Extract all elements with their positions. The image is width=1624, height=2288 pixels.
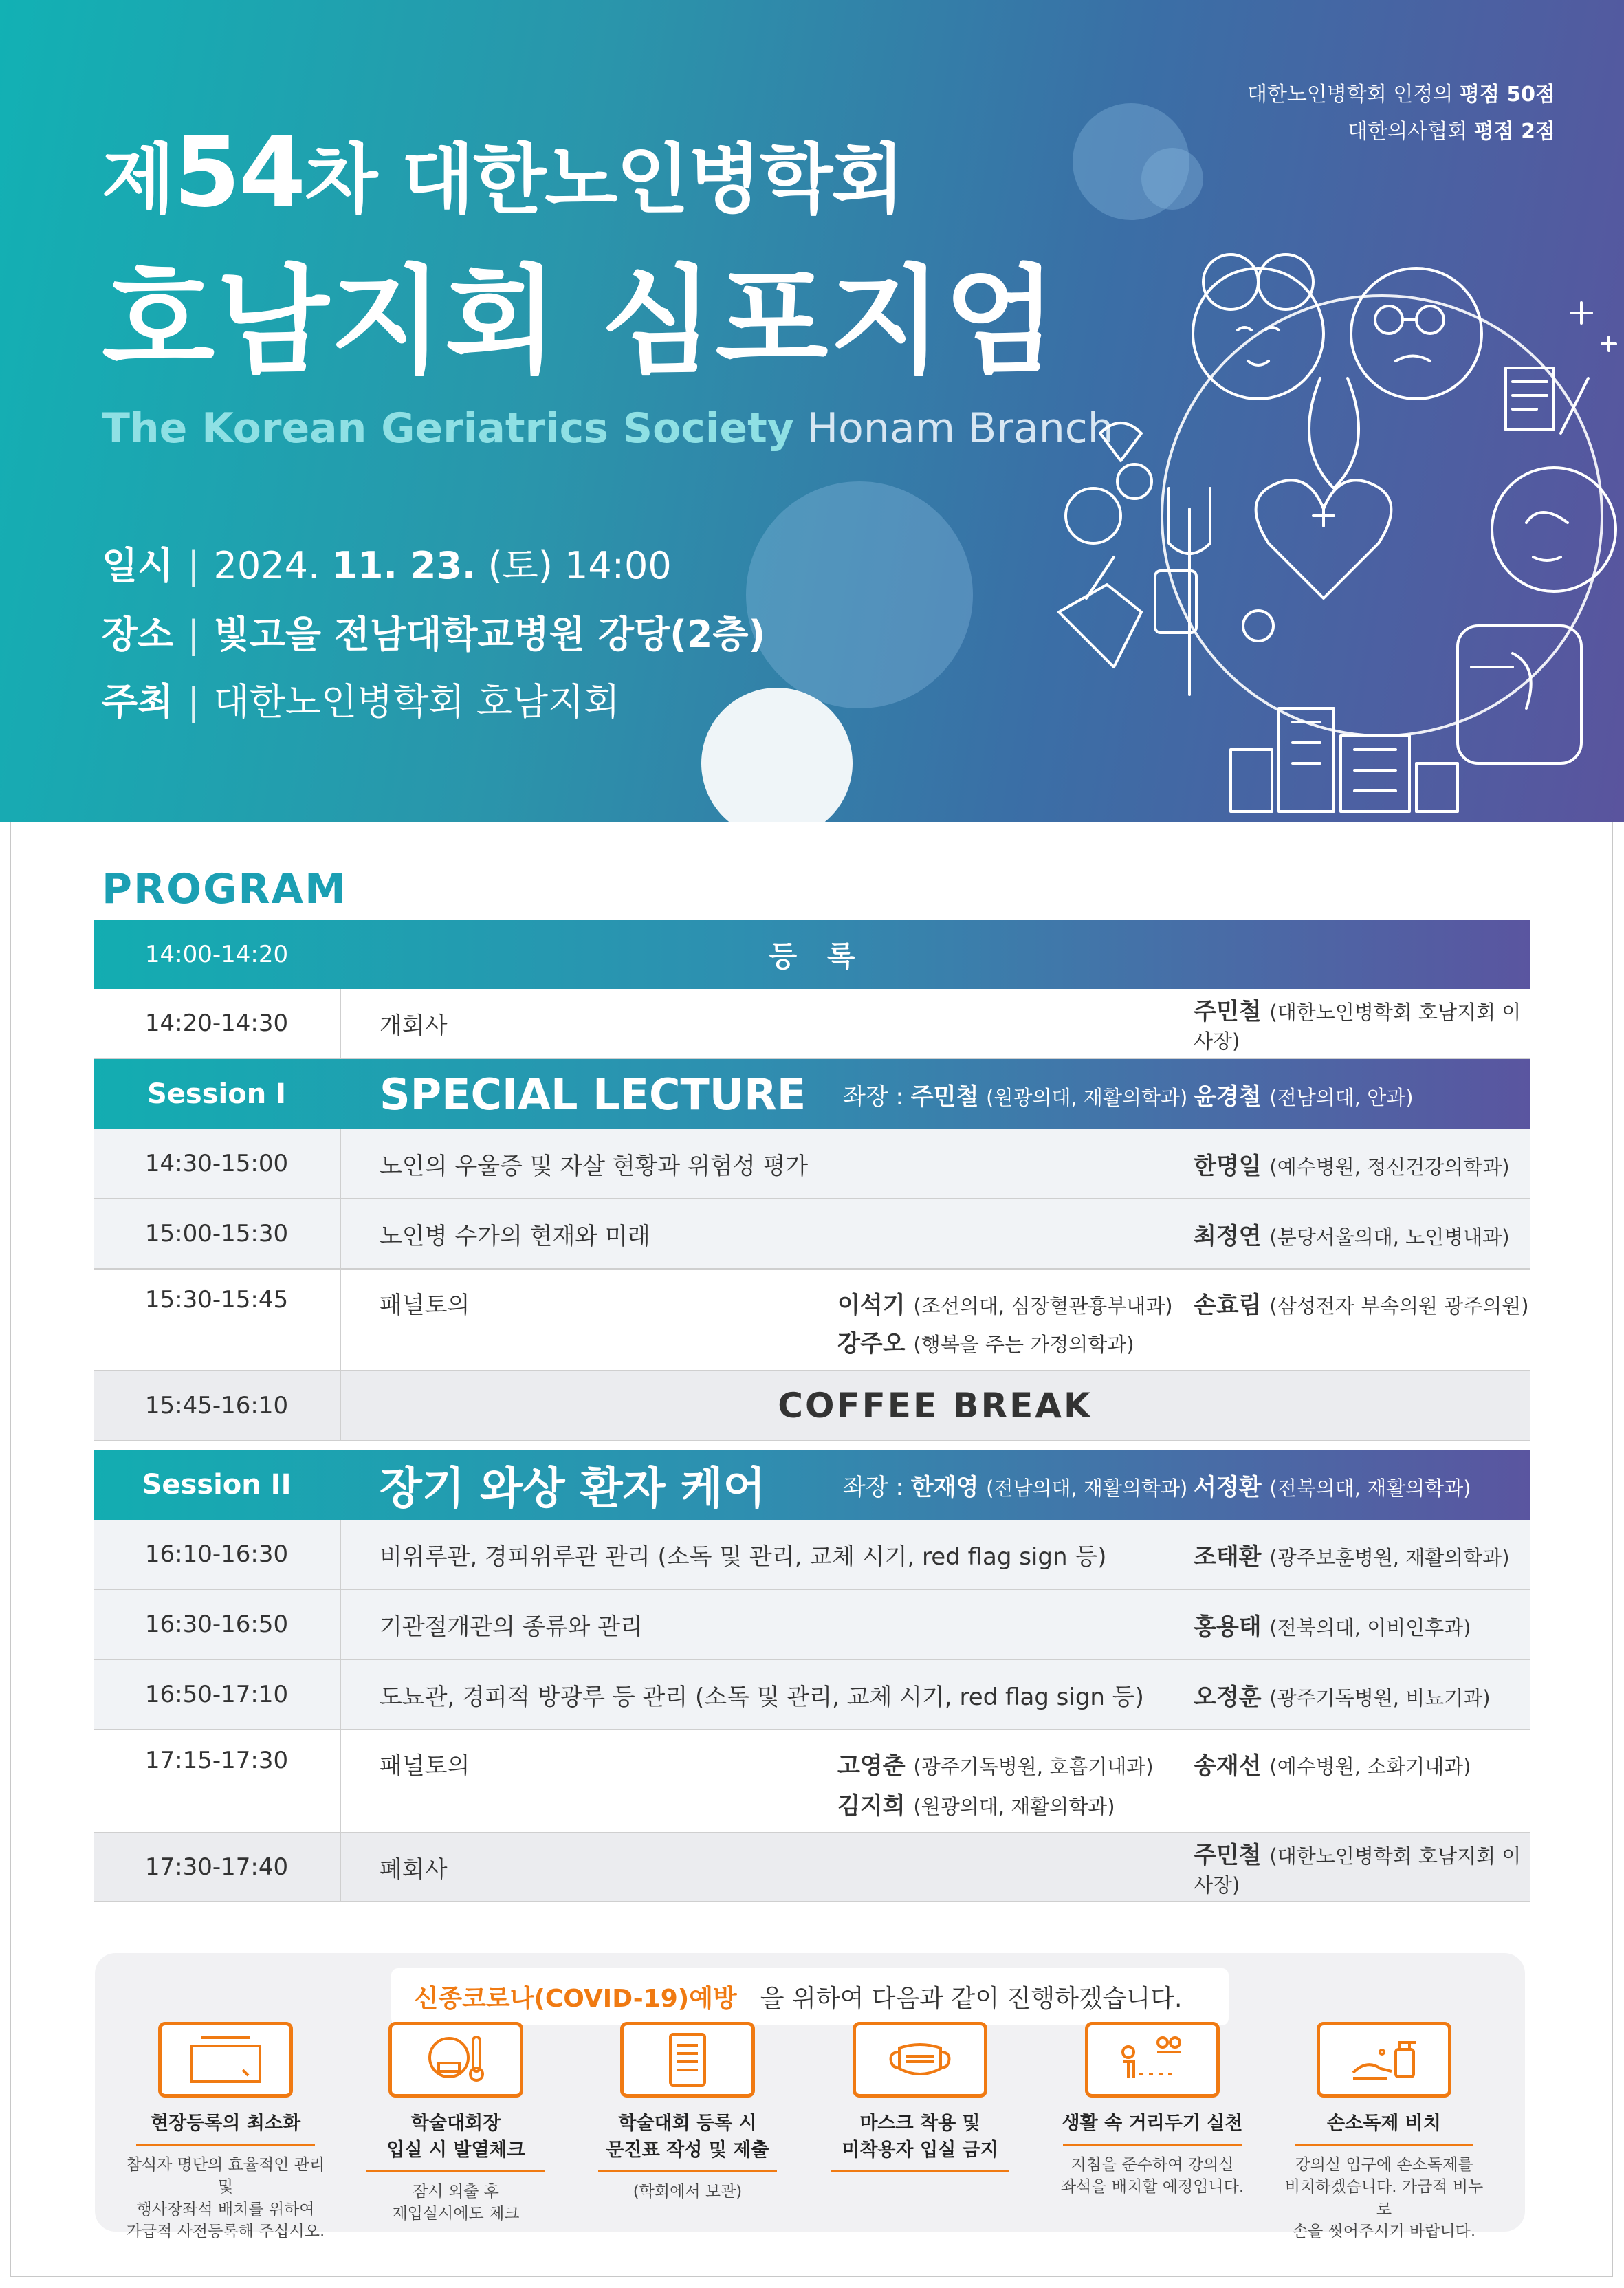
topic-cell: 도뇨관, 경피적 방광루 등 관리 (소독 및 관리, 교체 시기, red flag sign 등) — [380, 1683, 1144, 1711]
time-cell: 17:30-17:40 — [144, 1853, 289, 1881]
chat-heart-icon — [1100, 423, 1141, 461]
speaker-cell: 송재선 (예수병원, 소화기내과) — [1194, 1752, 1471, 1780]
covid-item-title: 생활 속 거리두기 실천 — [1062, 2113, 1243, 2134]
covid-item-desc: 강의실 입구에 손소독제를 비치하겠습니다. 가급적 비누로 손을 씻어주시기 바랍니다. — [1284, 2156, 1484, 2241]
grandpa-face-icon — [1351, 268, 1482, 399]
heart-icon — [1256, 480, 1392, 598]
time-cell: 16:10-16:30 — [144, 1540, 289, 1568]
speaker-cell: 손효림 (삼성전자 부속의원 광주의원) — [1194, 1292, 1529, 1319]
decor-blob — [1141, 148, 1203, 210]
time-cell: 16:50-17:10 — [144, 1681, 289, 1708]
place-info: 장소 | 빛고을 전남대학교병원 강당(2층) — [102, 613, 766, 656]
covid-item — [1281, 2022, 1487, 2243]
mask-icon — [853, 2022, 987, 2098]
table-row — [94, 1730, 1530, 1833]
covid-item — [1049, 2022, 1255, 2199]
covid-item-title: 학술대회 등록 시 문진표 작성 및 제출 — [606, 2113, 769, 2161]
chair2-cell: 윤경철 (전남의대, 안과) — [1194, 1082, 1414, 1111]
divider — [340, 1730, 341, 1832]
speaker-cell: 조태환 (광주보훈병원, 재활의학과) — [1194, 1543, 1510, 1571]
speaker-cell: 홍용태 (전북의대, 이비인후과) — [1194, 1613, 1471, 1641]
topic-cell: 패널토의 — [380, 1292, 470, 1319]
credit-line-2: 대한의사협회 평점 2점 — [1348, 120, 1555, 144]
divider — [340, 1270, 341, 1370]
time-cell: 14:00-14:20 — [144, 941, 289, 968]
distance-icon — [1085, 2022, 1220, 2098]
table-row — [94, 1199, 1530, 1270]
table-row — [94, 1660, 1530, 1730]
topic-cell: 개회사 — [380, 1012, 448, 1040]
covid-item — [122, 2022, 329, 2243]
event-title-main: 호남지회 심포지엄 — [102, 254, 1058, 390]
header-banner — [0, 0, 1624, 822]
time-cell: 14:30-15:00 — [144, 1150, 289, 1177]
hand-sanitizer-icon — [1317, 2022, 1451, 2098]
program-title: PROGRAM — [102, 865, 347, 913]
divider — [340, 1590, 341, 1659]
panelist-cell: 고영춘 (광주기독병원, 호흡기내과) — [837, 1752, 1154, 1780]
covid-item-title: 손소독제 비치 — [1327, 2113, 1441, 2134]
table-row — [94, 920, 1530, 989]
covid-item-desc: 잠시 외출 후 재입실시에도 체크 — [392, 2183, 520, 2223]
covid-item-desc: 참석자 명단의 효율적인 관리 및 행사장좌석 배치를 위하여 가급적 사전등록해 주십시오. — [126, 2156, 325, 2241]
divider — [831, 2170, 1009, 2172]
divider — [340, 1129, 341, 1198]
event-subtitle: The Korean Geriatrics Society Honam Branch — [102, 404, 1114, 453]
topic-cell: 노인병 수가의 현재와 미래 — [380, 1222, 650, 1250]
session-header-row — [94, 1059, 1530, 1129]
divider — [340, 1199, 341, 1268]
session-label: Session I — [146, 1078, 287, 1110]
divider — [1295, 2144, 1473, 2146]
panelist-cell: 김지희 (원광의대, 재활의학과) — [837, 1792, 1115, 1820]
session-label: Session II — [142, 1469, 292, 1501]
table-row — [94, 1371, 1530, 1441]
time-cell: 15:30-15:45 — [144, 1286, 289, 1314]
time-cell: 17:15-17:30 — [144, 1747, 289, 1774]
covid-notice-heading: 신종코로나(COVID-19)예방 을 위하여 다음과 같이 진행하겠습니다. — [95, 1968, 1525, 2025]
registration-label: 등 록 — [769, 939, 855, 973]
covid-item-title: 마스크 착용 및 미착용자 입실 금지 — [842, 2113, 998, 2161]
chair-cell: 좌장 : 한재영 (전남의대, 재활의학과) — [843, 1473, 1188, 1501]
laptop-icon — [158, 2022, 293, 2098]
covid-item — [817, 2022, 1023, 2181]
clipboard-icon — [620, 2022, 755, 2098]
covid-item-desc: (학회에서 보관) — [633, 2183, 743, 2201]
divider — [1063, 2144, 1242, 2146]
session-title: 장기 와상 환자 케어 — [380, 1463, 766, 1514]
panelist-cell: 이석기 (조선의대, 심장혈관흉부내과) — [837, 1292, 1173, 1319]
table-row — [94, 1520, 1530, 1590]
table-row — [94, 1833, 1530, 1902]
divider — [340, 1660, 341, 1729]
covid-notice-box — [95, 1953, 1525, 2241]
speaker-cell: 최정연 (분당서울의대, 노인병내과) — [1194, 1222, 1510, 1250]
session-header-row — [94, 1450, 1530, 1520]
covid-item — [584, 2022, 791, 2203]
covid-item-title: 현장등록의 최소화 — [150, 2113, 301, 2134]
panelist-cell: 강주오 (행복을 주는 가정의학과) — [837, 1330, 1134, 1358]
topic-cell: 비위루관, 경피위루관 관리 (소독 및 관리, 교체 시기, red flag sign 등) — [380, 1543, 1107, 1571]
time-cell: 16:30-16:50 — [144, 1611, 289, 1638]
elderly-care-illustration — [1031, 241, 1623, 818]
table-row — [94, 1270, 1530, 1371]
decor-blob — [701, 688, 853, 822]
host-info: 주최 | 대한노인병학회 호남지회 — [102, 680, 620, 723]
divider — [340, 1833, 341, 1901]
table-row — [94, 989, 1530, 1059]
event-title-line1: 제54차 대한노인병학회 — [102, 117, 903, 229]
divider — [598, 2170, 777, 2172]
time-cell: 15:45-16:10 — [144, 1392, 289, 1419]
decor-blob — [746, 481, 973, 708]
topic-cell: 패널토의 — [380, 1752, 470, 1780]
divider — [136, 2144, 315, 2146]
speaker-cell: 한명일 (예수병원, 정신건강의학과) — [1194, 1152, 1510, 1180]
topic-cell: 폐회사 — [380, 1855, 448, 1884]
divider — [340, 1520, 341, 1589]
time-cell: 15:00-15:30 — [144, 1220, 289, 1247]
covid-item-desc: 지침을 준수하여 강의실 좌석을 배치할 예정입니다. — [1060, 2156, 1244, 2197]
date-info: 일시 | 2024. 11. 23. (토) 14:00 — [102, 544, 672, 587]
speaker-cell: 오정훈 (광주기독병원, 비뇨기과) — [1194, 1683, 1491, 1711]
credit-line-1: 대한노인병학회 인정의 평점 50점 — [1247, 83, 1555, 107]
speaker-cell: 주민철 (대한노인병학회 호남지회 이사장) — [1194, 998, 1522, 1053]
table-row — [94, 1590, 1530, 1660]
time-cell: 14:20-14:30 — [144, 1010, 289, 1037]
table-row — [94, 1129, 1530, 1199]
divider — [340, 989, 341, 1058]
chair-cell: 좌장 : 주민철 (원광의대, 재활의학과) — [843, 1082, 1188, 1111]
covid-item — [353, 2022, 559, 2225]
divider — [366, 2170, 545, 2172]
speaker-cell: 주민철 (대한노인병학회 호남지회 이사장) — [1194, 1842, 1522, 1897]
thermometer-face-icon — [388, 2022, 523, 2098]
coffee-break-label: COFFEE BREAK — [778, 1386, 1093, 1426]
topic-cell: 기관절개관의 종류와 관리 — [380, 1613, 643, 1641]
program-table — [94, 920, 1530, 1902]
covid-item-title: 학술대회장 입실 시 발열체크 — [386, 2113, 525, 2161]
chair2-cell: 서정환 (전북의대, 재활의학과) — [1194, 1473, 1471, 1501]
session-title: SPECIAL LECTURE — [380, 1069, 806, 1120]
topic-cell: 노인의 우울증 및 자살 현황과 위험성 평가 — [380, 1152, 809, 1180]
